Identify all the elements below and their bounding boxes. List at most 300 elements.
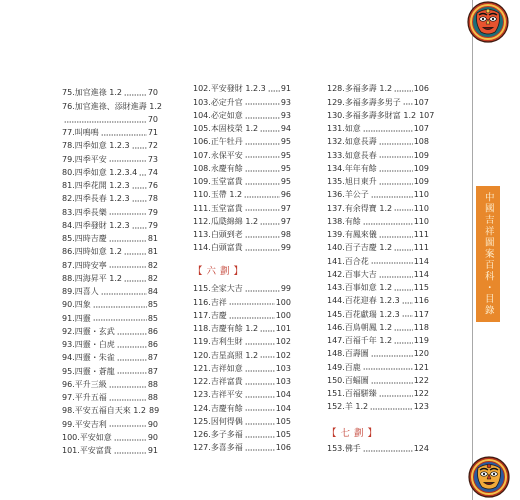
index-entry <box>193 122 291 135</box>
index-entry <box>327 442 429 455</box>
entry-title: 107.永保平安 <box>193 150 243 160</box>
dot-leader <box>245 109 280 122</box>
page-number: 81 <box>147 247 158 257</box>
index-entry <box>327 162 429 175</box>
entry-title: 82.四季長春 1.2.3 <box>62 194 130 204</box>
entry-title: 151.百福駢臻 <box>327 389 377 399</box>
dot-leader <box>109 153 147 166</box>
index-entry <box>193 202 291 215</box>
index-entry <box>327 228 429 241</box>
page-number: 82 <box>147 260 158 270</box>
dot-leader <box>394 241 413 254</box>
index-entry <box>62 444 158 457</box>
dot-leader <box>124 272 147 285</box>
entry-title: 93.四靈・白虎 <box>62 340 115 350</box>
index-entry <box>193 282 291 295</box>
index-entry <box>62 418 158 431</box>
dot-leader <box>132 192 147 205</box>
entry-title: 135.旭日東升 <box>327 177 377 187</box>
page-number: 91 <box>147 446 158 456</box>
top-medallion-icon <box>467 1 509 43</box>
dot-leader <box>394 334 413 347</box>
dot-leader <box>245 228 280 241</box>
entry-title: 134.年年有餘 <box>327 163 377 173</box>
entry-title: 118.吉慶有餘 1.2 <box>193 324 259 334</box>
index-entry <box>62 219 158 232</box>
page-number: 70 <box>147 88 158 98</box>
entry-title: 80.四季如意 1.2.3.4 <box>62 167 138 177</box>
entry-title: 153.佛手 <box>327 444 361 454</box>
index-entry <box>327 241 429 254</box>
page-number: 95 <box>280 150 291 160</box>
page-number: 108 <box>413 137 429 147</box>
section-heading: 【 六 劃 】 <box>193 266 244 278</box>
dot-leader <box>132 139 147 152</box>
dot-leader <box>245 428 275 441</box>
entry-title: 121.吉祥如意 <box>193 363 243 373</box>
entry-title: 127.多喜多福 <box>193 443 243 453</box>
page-number: 89 <box>149 406 160 416</box>
index-entry <box>62 192 158 205</box>
page-number: 79 <box>147 220 158 230</box>
page-number: 71 <box>147 128 158 138</box>
page-number: 105 <box>275 416 291 426</box>
index-entry <box>193 135 291 148</box>
page-number: 76 <box>147 181 158 191</box>
page-number: 93 <box>280 110 291 120</box>
index-entry <box>327 175 429 188</box>
page-number: 87 <box>147 353 158 363</box>
page-number: 115 <box>413 283 429 293</box>
entry-title: 108.永慶有餘 <box>193 163 243 173</box>
entry-title: 133.如意長春 <box>327 150 377 160</box>
page-number: 100 <box>275 297 291 307</box>
dot-leader <box>109 378 147 391</box>
entry-title: 150.百蝠圖 <box>327 375 369 385</box>
index-entry <box>62 391 158 404</box>
dot-leader <box>379 228 413 241</box>
dot-leader <box>245 96 280 109</box>
index-entry <box>62 166 158 179</box>
dot-leader <box>139 166 147 179</box>
index-entry <box>62 245 158 258</box>
index-entry <box>193 175 291 188</box>
entry-title: 130.多福多壽多財富 1.2 <box>327 110 417 120</box>
dot-leader <box>109 206 147 219</box>
entry-title: 120.吉星高照 1.2 <box>193 350 259 360</box>
dot-leader <box>370 400 413 413</box>
entry-title: 102.平安發財 1.2.3 <box>193 84 266 94</box>
page-number: 110 <box>413 203 429 213</box>
index-entry <box>327 374 429 387</box>
dot-leader <box>363 442 413 455</box>
dot-leader <box>109 418 147 431</box>
index-entry <box>327 400 429 413</box>
entry-title: 148.百壽圖 <box>327 349 369 359</box>
entry-title: 128.多福多壽 1.2 <box>327 84 393 94</box>
index-entry <box>62 86 158 99</box>
dot-leader <box>244 188 280 201</box>
page-number: 102 <box>275 337 291 347</box>
dot-leader <box>394 281 413 294</box>
page-number: 107 <box>413 124 429 134</box>
entry-title: 86.四時如意 1.2 <box>62 247 122 257</box>
page-number: 99 <box>280 284 291 294</box>
entry-title: 152.羊 1.2 <box>327 402 369 412</box>
dot-leader <box>245 362 275 375</box>
dot-leader <box>245 441 275 454</box>
index-entry <box>193 96 291 109</box>
dot-leader <box>402 308 413 321</box>
index-entry <box>327 281 429 294</box>
index-entry <box>327 122 429 135</box>
page-number: 85 <box>147 300 158 310</box>
entry-title: 143.百事如意 1.2 <box>327 283 393 293</box>
dot-leader <box>371 255 413 268</box>
entry-title: 77.叫鳴鳴 <box>62 128 99 138</box>
entry-title: 138.有餘 <box>327 216 361 226</box>
index-entry <box>327 135 429 148</box>
page-number: 110 <box>413 216 429 226</box>
index-entry <box>193 309 291 322</box>
index-entry <box>327 149 429 162</box>
entry-title: 131.如意 <box>327 124 361 134</box>
index-entry <box>193 362 291 375</box>
page-number: 79 <box>147 207 158 217</box>
index-entry <box>193 428 291 441</box>
index-entry <box>193 188 291 201</box>
dot-leader <box>394 82 413 95</box>
index-entry <box>62 139 158 152</box>
dot-leader <box>402 294 413 307</box>
dot-leader <box>363 122 413 135</box>
index-entry <box>62 232 158 245</box>
page-number: 99 <box>280 243 291 253</box>
index-entry <box>62 179 158 192</box>
page-number: 86 <box>147 340 158 350</box>
index-entry <box>62 431 158 444</box>
entry-title: 90.四象 <box>62 300 91 310</box>
entry-title: 83.四季長樂 <box>62 207 107 217</box>
entry-title: 110.玉帶 1.2 <box>193 190 243 200</box>
dot-leader <box>363 361 413 374</box>
index-entry <box>327 96 429 109</box>
entry-title: 129.多福多壽多男子 <box>327 97 401 107</box>
dot-leader <box>371 374 413 387</box>
index-entry <box>327 321 429 334</box>
entry-title: 87.四時安寧 <box>62 260 107 270</box>
entry-title: 104.必定如意 <box>193 110 243 120</box>
index-entry <box>193 82 291 95</box>
page-number: 105 <box>275 430 291 440</box>
entry-title: 95.四靈・蒼龍 <box>62 366 115 376</box>
page-number: 88 <box>147 379 158 389</box>
index-entry <box>193 415 291 428</box>
index-entry <box>62 351 158 364</box>
index-entry <box>62 206 158 219</box>
index-entry <box>327 361 429 374</box>
dot-leader <box>64 113 147 126</box>
entry-title: 116.吉祥 <box>193 297 227 307</box>
page-number: 84 <box>147 287 158 297</box>
index-entry <box>327 82 429 95</box>
dot-leader <box>114 431 147 444</box>
entry-title: 81.四季花開 1.2.3 <box>62 181 130 191</box>
dot-leader <box>124 86 147 99</box>
entry-title: 141.百合花 <box>327 256 369 266</box>
page-number: 96 <box>280 190 291 200</box>
entry-title: 147.百福千年 1.2 <box>327 336 393 346</box>
page-number: 122 <box>413 375 429 385</box>
page-number: 104 <box>275 403 291 413</box>
index-entry <box>62 100 162 127</box>
dot-leader <box>379 149 413 162</box>
dot-leader <box>117 365 147 378</box>
index-entry <box>193 388 291 401</box>
index-entry <box>193 296 291 309</box>
page-number: 124 <box>413 444 429 454</box>
page-number: 107 <box>413 97 429 107</box>
index-entry <box>62 338 158 351</box>
page-number: 86 <box>147 326 158 336</box>
entry-title: 122.吉祥富貴 <box>193 377 243 387</box>
index-entry <box>62 153 158 166</box>
entry-title: 125.因何得偶 <box>193 416 243 426</box>
page-number: 109 <box>413 163 429 173</box>
index-entry <box>327 294 429 307</box>
index-entry <box>193 109 291 122</box>
entry-title: 146.百鳥朝鳳 1.2 <box>327 322 393 332</box>
entry-title: 137.有余得寶 1.2 <box>327 203 393 213</box>
page-number: 88 <box>147 393 158 403</box>
page-number: 98 <box>280 230 291 240</box>
index-entry <box>62 378 158 391</box>
entry-title: 76.加官進祿、添財進壽 1.2 <box>62 101 162 111</box>
page-number: 70 <box>147 114 158 124</box>
page-number: 114 <box>413 256 429 266</box>
entry-title: 140.百子吉慶 1.2 <box>327 243 393 253</box>
page-number: 87 <box>147 366 158 376</box>
page-number: 107 <box>419 110 435 120</box>
entry-title: 94.四靈・朱雀 <box>62 353 115 363</box>
dot-leader <box>394 321 413 334</box>
section-heading: 【 七 劃 】 <box>327 427 378 439</box>
page-number: 122 <box>413 389 429 399</box>
page-number: 109 <box>413 150 429 160</box>
dot-leader <box>245 402 275 415</box>
page-number: 95 <box>280 163 291 173</box>
dot-leader <box>394 202 413 215</box>
page-number: 110 <box>413 190 429 200</box>
side-banner-text: 中國吉祥圖案百科・目錄 <box>482 191 494 317</box>
index-entry <box>327 202 429 215</box>
index-entry <box>193 215 291 228</box>
index-entry <box>62 272 158 285</box>
dot-leader <box>268 82 280 95</box>
index-entry <box>327 255 429 268</box>
page-number: 95 <box>280 177 291 187</box>
page-number: 73 <box>147 154 158 164</box>
dot-leader <box>101 285 147 298</box>
entry-title: 91.四靈 <box>62 313 91 323</box>
dot-leader <box>117 338 147 351</box>
entry-title: 115.全家大吉 <box>193 284 243 294</box>
page-number: 117 <box>413 309 429 319</box>
dot-leader <box>132 179 147 192</box>
entry-title: 96.平升三級 <box>62 379 107 389</box>
bottom-medallion-icon <box>468 456 510 498</box>
dot-leader <box>109 391 147 404</box>
entry-title: 136.羊公子 <box>327 190 369 200</box>
index-entry <box>62 325 158 338</box>
page-number: 103 <box>275 363 291 373</box>
dot-leader <box>114 444 147 457</box>
index-entry <box>193 335 291 348</box>
index-entry <box>62 365 158 378</box>
dot-leader <box>245 135 280 148</box>
page-number: 78 <box>147 194 158 204</box>
entry-title: 119.吉利生財 <box>193 337 243 347</box>
dot-leader <box>93 312 147 325</box>
index-entry <box>327 347 429 360</box>
index-entry <box>327 334 429 347</box>
dot-leader <box>245 415 275 428</box>
entry-title: 142.百事大吉 <box>327 269 377 279</box>
dot-leader <box>109 259 147 272</box>
index-column-3 <box>327 82 435 455</box>
entry-title: 89.四喜人 <box>62 287 99 297</box>
side-rail-line <box>472 0 473 500</box>
page-number: 106 <box>413 84 429 94</box>
index-entry <box>327 215 429 228</box>
page-number: 106 <box>275 443 291 453</box>
page-number: 95 <box>280 137 291 147</box>
dot-leader <box>124 245 147 258</box>
page-number: 114 <box>413 269 429 279</box>
dot-leader <box>93 298 147 311</box>
index-entry <box>193 149 291 162</box>
index-entry <box>327 308 429 321</box>
index-entry <box>327 268 429 281</box>
page-number: 82 <box>147 273 158 283</box>
dot-leader <box>245 149 280 162</box>
dot-leader <box>363 215 413 228</box>
page-number: 101 <box>275 324 291 334</box>
dot-leader <box>245 388 275 401</box>
entry-title: 123.吉祥平安 <box>193 390 243 400</box>
entry-title: 97.平升五福 <box>62 393 107 403</box>
dot-leader <box>260 349 275 362</box>
entry-title: 79.四季平安 <box>62 154 107 164</box>
dot-leader <box>229 296 275 309</box>
index-entry <box>62 298 158 311</box>
page-number: 109 <box>413 177 429 187</box>
page-number: 120 <box>413 349 429 359</box>
dot-leader <box>109 232 147 245</box>
page-number: 121 <box>413 362 429 372</box>
dot-leader <box>379 175 413 188</box>
entry-title: 114.白頭富貴 <box>193 243 243 253</box>
index-entry <box>62 126 158 139</box>
index-entry <box>327 109 435 122</box>
entry-title: 78.四季如意 1.2.3 <box>62 141 130 151</box>
entry-title: 101.平安富貴 <box>62 446 112 456</box>
dot-leader <box>379 135 413 148</box>
entry-title: 149.百鹿 <box>327 362 361 372</box>
entry-title: 132.如意長壽 <box>327 137 377 147</box>
page-number: 104 <box>275 390 291 400</box>
index-entry <box>193 375 291 388</box>
dot-leader <box>245 241 280 254</box>
dot-leader <box>245 335 275 348</box>
page-number: 74 <box>147 167 158 177</box>
side-banner <box>476 186 500 322</box>
index-entry <box>193 241 291 254</box>
entry-title: 84.四季發財 1.2.3 <box>62 220 130 230</box>
dot-leader <box>371 188 413 201</box>
dot-leader <box>132 219 147 232</box>
dot-leader <box>379 268 413 281</box>
dot-leader <box>245 202 280 215</box>
page-number: 97 <box>280 203 291 213</box>
entry-title: 100.平安如意 <box>62 432 112 442</box>
entry-title: 103.必定升官 <box>193 97 243 107</box>
page-number: 111 <box>413 230 429 240</box>
index-entry <box>193 349 291 362</box>
page-number: 81 <box>147 234 158 244</box>
entry-title: 139.有鳳來儀 <box>327 230 377 240</box>
index-entry <box>193 441 291 454</box>
index-entry <box>62 312 158 325</box>
page-number: 103 <box>275 377 291 387</box>
page-number: 91 <box>280 84 291 94</box>
dot-leader <box>379 387 413 400</box>
page-number: 116 <box>413 296 429 306</box>
page-number: 90 <box>147 419 158 429</box>
index-column-2 <box>193 82 291 454</box>
page-number: 102 <box>275 350 291 360</box>
dot-leader <box>245 162 280 175</box>
index-entry <box>193 228 291 241</box>
entry-title: 112.瓜瓞綿綿 1.2 <box>193 216 259 226</box>
entry-title: 105.本固枝榮 1.2 <box>193 124 259 134</box>
page-number: 123 <box>413 402 429 412</box>
entry-title: 113.白頭到老 <box>193 230 243 240</box>
entry-title: 109.玉堂富貴 <box>193 177 243 187</box>
index-entry <box>62 404 158 417</box>
dot-leader <box>379 162 413 175</box>
dot-leader <box>101 126 147 139</box>
index-entry <box>327 387 429 400</box>
page-number: 72 <box>147 141 158 151</box>
dot-leader <box>117 325 147 338</box>
page-number: 100 <box>275 310 291 320</box>
entry-title: 98.平安五福自天來 1.2 <box>62 406 146 416</box>
dot-leader <box>117 351 147 364</box>
entry-title: 85.四時吉慶 <box>62 234 107 244</box>
dot-leader <box>245 175 280 188</box>
dot-leader <box>229 309 275 322</box>
dot-leader <box>245 282 280 295</box>
entry-title: 124.吉慶有餘 <box>193 403 243 413</box>
entry-title: 99.平安吉利 <box>62 419 107 429</box>
page-number: 111 <box>413 243 429 253</box>
entry-title: 145.百花獻瑞 1.2.3 <box>327 309 400 319</box>
page-number: 93 <box>280 97 291 107</box>
dot-leader <box>403 96 413 109</box>
entry-title: 117.吉慶 <box>193 310 227 320</box>
page-number: 118 <box>413 322 429 332</box>
